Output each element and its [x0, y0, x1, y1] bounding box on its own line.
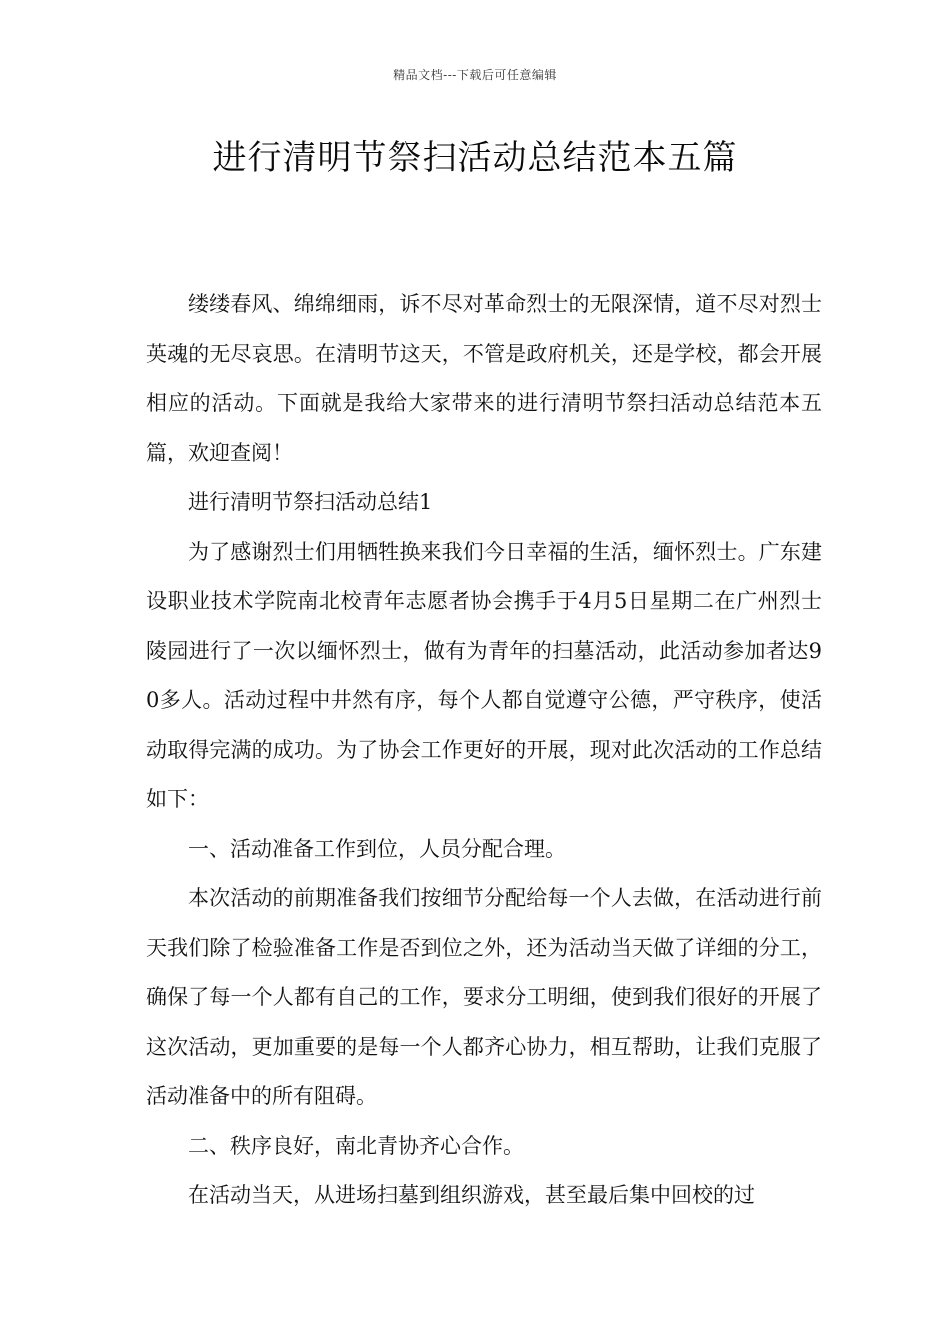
body-paragraph: 本次活动的前期准备我们按细节分配给每一个人去做，在活动进行前天我们除了检验准备工作是否到位之外，还为活动当天做了详细的分工，确保了每一个人都有自己的工作，要求分工明细，使到我们很好的开展了这次活动，更加重要的是每一个人都齐心协力，相互帮助，让我们克服了活动准备中的所有阻碍。 — [146, 886, 822, 1108]
subheading-preparation: 一、活动准备工作到位，人员分配合理。 — [188, 836, 566, 861]
subheading-order: 二、秩序良好，南北青协齐心合作。 — [188, 1133, 524, 1158]
header-note: 精品文档---下载后可任意编辑 — [393, 68, 557, 82]
intro-paragraph: 缕缕春风、绵绵细雨，诉不尽对革命烈士的无限深情，道不尽对烈士英魂的无尽哀思。在清明节这天，不管是政府机关，还是学校，都会开展相应的活动。下面就是我给大家带来的进行清明节祭扫活动总结范本五篇，欢迎查阅！ — [146, 292, 822, 465]
body-paragraph: 在活动当天，从进场扫墓到组织游戏，甚至最后集中回校的过 — [188, 1183, 755, 1207]
section-heading-summary-1: 进行清明节祭扫活动总结1 — [188, 490, 433, 514]
body-paragraph: 为了感谢烈士们用牺牲换来我们今日幸福的生活，缅怀烈士。广东建设职业技术学院南北校青年志愿者协会携手于4月5日星期二在广州烈士陵园进行了一次以缅怀烈士，做有为青年的扫墓活动，此活动参加者达90多人。活动过程中井然有序，每个人都自觉遵守公德，严守秩序，使活动取得完满的成功。为了协会工作更好的开展，现对此次活动的工作总结如下： — [146, 539, 822, 811]
document-title: 进行清明节祭扫活动总结范本五篇 — [212, 138, 738, 178]
document-body — [146, 280, 822, 1221]
